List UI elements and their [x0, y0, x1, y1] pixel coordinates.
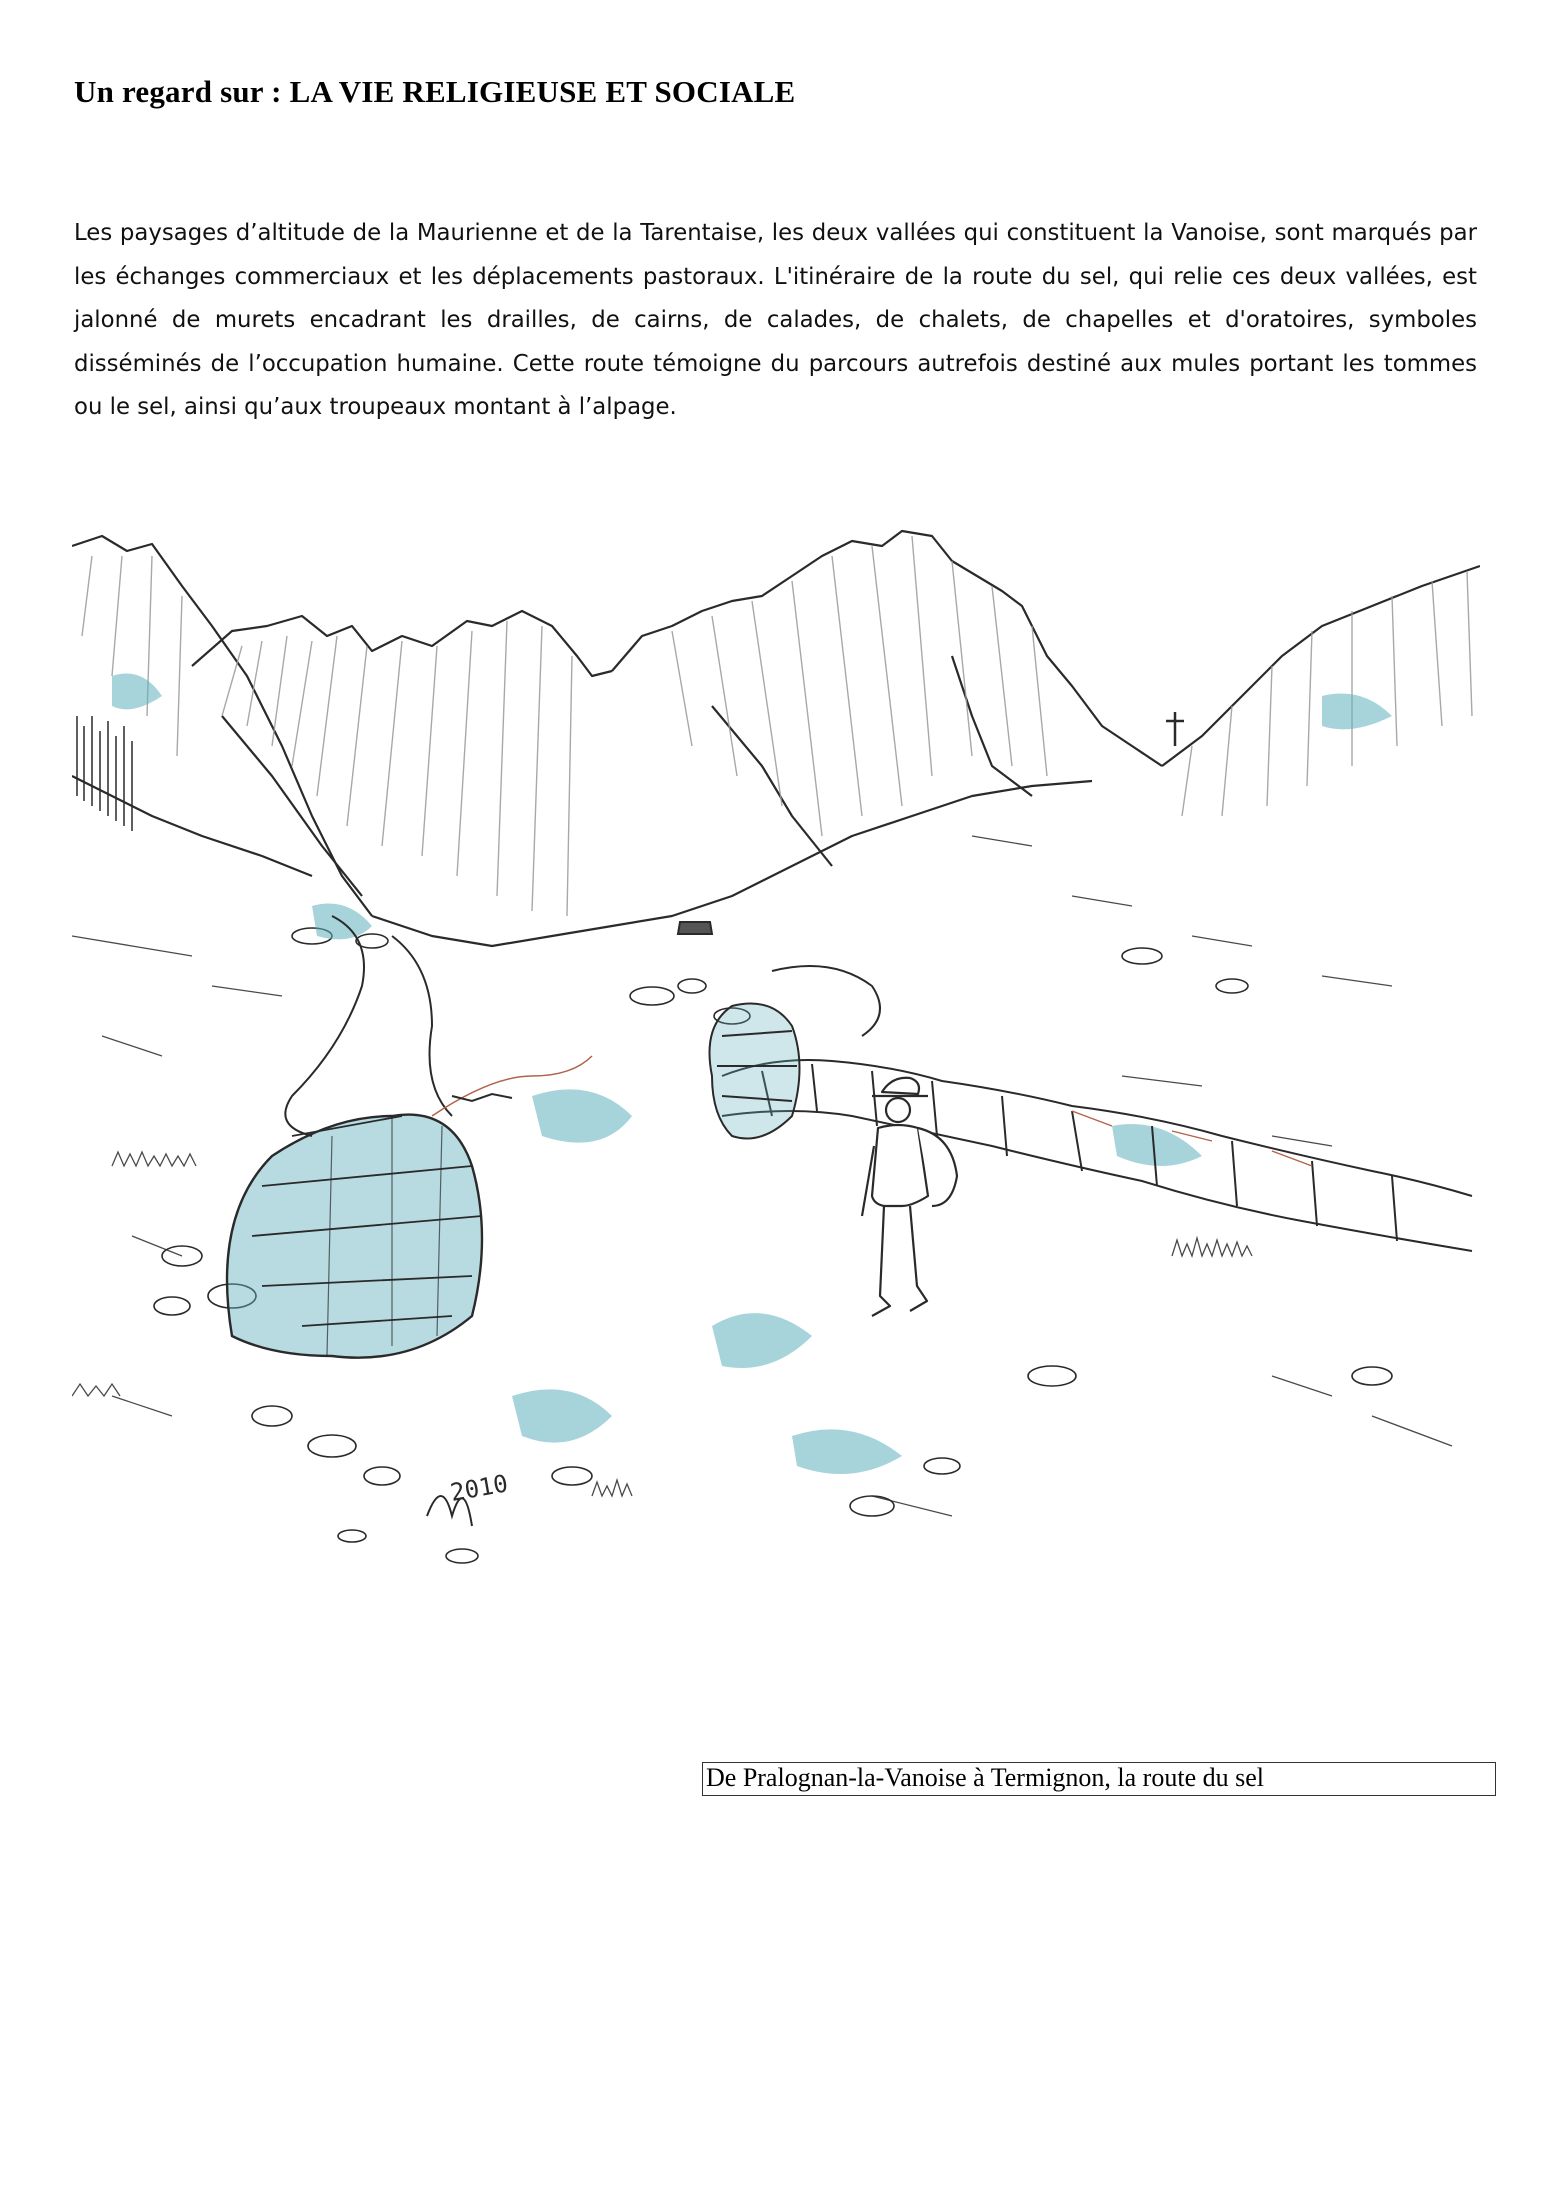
- distant-chalet: [678, 922, 712, 934]
- signature-year: 2010: [448, 1469, 510, 1507]
- page-title: Un regard sur : LA VIE RELIGIEUSE ET SOCIALE: [74, 74, 796, 109]
- middle-cairn: [710, 966, 881, 1139]
- figure-caption: De Pralognan-la-Vanoise à Termignon, la route du sel: [702, 1762, 1496, 1796]
- tree-line: [77, 716, 132, 831]
- chapel-cross-icon: [1166, 712, 1184, 746]
- mountain-sketch-illustration: [72, 516, 1480, 1586]
- sketch-canvas: [72, 516, 1480, 1586]
- pencil-shading: [82, 536, 1472, 916]
- intro-paragraph: Les paysages d’altitude de la Maurienne et de la Tarentaise, les deux vallées qui constituent la Vanoise, sont marqués par les échanges commerciaux et les déplacements pastoraux. L'itinéraire de la route du sel, qui relie ces deux vallées, est jalonné de murets encadrant les drailles, de cairns, de calades, de chalets, de chapelles et d'oratoires, symboles disséminés de l’occupation humaine. Cette route témoigne du parcours autrefois destiné aux mules portant les tommes ou le sel, ainsi qu’aux troupeaux montant à l’alpage.: [74, 220, 1477, 420]
- artist-signature: [427, 1469, 510, 1526]
- stone-wall-cairn: [227, 1115, 482, 1358]
- right-stone-wall: [722, 1060, 1472, 1251]
